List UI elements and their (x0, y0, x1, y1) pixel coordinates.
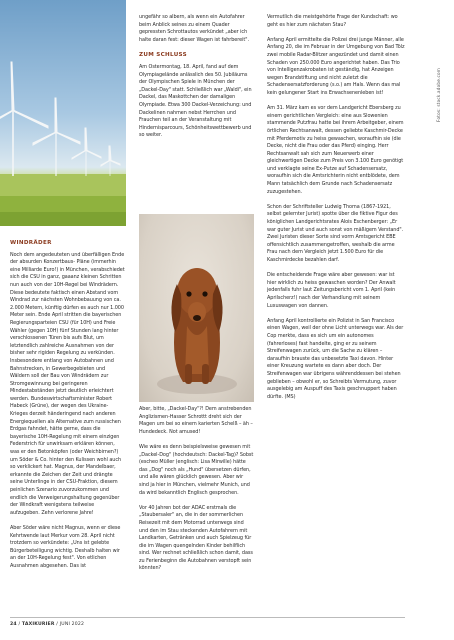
paragraph: Noch dem angedeuteten und überfälligen Ende der absurden Konzertbaus- Pläne (immerhin eine Milliarde Euro!) in München, verabschiedet sich die CSU in ganz, gaaanz kleinen Schritten nun auch von der 10H-Regel bei Windrädern. Diese bedeutete faktisch einen Abstand vom Windrad zur nächsten Wohnbebauung von ca. 2.000 Metern, künftig dürfen es auch nur 1.000 Meter sein. Ende April stritten die bayerischen Regierungsparteien CSU (für 10H) und Freie Wähler (gegen 10H) fünf Stunden lang hinter verschlossenen Türen bis aufs Blut, um letztendlich zahlreiche Ausnahmen von der bisher sehr rigiden Regelung zu verkünden. Insbesondere entlang von Autobahnen und Bahnstrecken, in Gewerbegebieten und Wäldern soll der Bau von Windrädern zur Stromgewinnung bei geringeren Mindestabständen jetzt deutlich erleichtert werden. Bundeswirtschaftsminister Robert Habeck (Grüne), der wegen des Ukraine-Krieges derzeit händeringend nach anderen Energiequellen als Alternative zum russischen Erdgas fahndet, hätte gerne, dass die bayerische 10H-Regelung mit einem einzigen Federstrich für unwirksam erklären können, was er den Betonköpfen (oder Weichbirnen?) um Söder & Co. hinter den Kulissen wohl auch so verklickert hat. Magnus, der Mandelbaer, erkannte die Zeichen der Zeit und drängte seine Unterlinge in der CSU-Fraktion, diesem peinlichen Szenario zuvorzukommen und endlich die Verweigerungshaltung gegenüber der Windkraft wenigstens teilweise aufzugeben. Zehn verlorene Jahre! (10, 251, 125, 516)
paragraph: Anfang April kontrollierte ein Polizist in San Francisco einen Wagen, weil der ohne Licht unterwegs war. Als der Cop merkte, dass es sich um ein autonomes (fahrerloses) fast handelte, ging er zu seinem Streifenwagen zurück, um die Sache zu klären – daraufhin brauste das unbesetzte Taxi davon. Hinter einer Kreuzung wartete es dann aber doch. Der Streifenwagen war übrigens währenddessen bei stehen geblieben – obwohl er, so Schreibts Vermutung, zuvor ausgelebig am Auspuff des Taxis geschnuppert haben dürfte. (MS) (267, 317, 404, 400)
photo-credit: Fotos: stock.adobe.com (436, 67, 441, 122)
paragraph: Vermutlich die meistgehörte Frage der Kundschaft: wo geht es hier zum nächsten Stau? (267, 14, 398, 28)
column-1 (10, 240, 125, 571)
paragraph: Am Ostermontag, 18. April, fand auf dem Olympiagelände anlässlich des 50. Jubiläums der Olympischen Spiele in München der „Dackel-Day" statt. Schließlich war „Waldi", ein Dackel, das Maskottchen der damaligen Olympiade. Etwa 300 Dackel-Verzeichung: und Dackelinen nahmen nebst Herrchen und Frauchen teil an der Veranstaltung mit Hindernisparcours, Schönheitswettbewerb und so weiter. (139, 63, 252, 139)
paragraph: Schon der Schriftsteller Ludwig Thoma (1867-1921, selbst gelernter Jurist) spotte über die fiktive Figur des königlichen Landgerichtsrates Alois Eschenberger: „Er war guter Jurist und auch sonst von mäßigem Verstand". Zwei Juristen dieser Sorte sind vorm Amtsgericht EBE offensichtlich zusammengetroffen, weshalb die arme Frau nach dem Vergleich jetzt 1.500 Euro für die Kaschmirdecke bezahlen darf. (267, 203, 404, 263)
paragraph: Vor 40 Jahren bot der ADAC erstmals die „Staubersaler" an, die in der sommerlichen Reisezeit mit dem Motorrad unterwegs sind und den im Stau steckenden Autofahrern mit Landkarten, Getränken und auch Spielzeug für die im Wagen quengelnden Kinder behilflich sind. Wer rechnet schließlich schon damit, dass zu Ferienbeginn die Autobahnen verstopft sein könnten? (139, 504, 253, 572)
section-heading-windraeder: WINDRÄDER (10, 240, 52, 246)
dachshund-illustration (139, 214, 254, 402)
issue-date: JUNI 2022 (59, 622, 85, 627)
paragraph: Aber, bitte, „Dackel-Day"?! Dem anstrebenden Anglizismen-Hasser Schrottt dreht sich der Magen um bei so einem karierten Schelß – äh – Hundedeck. Not amused! (139, 406, 253, 435)
paragraph: ungefähr so albern, als wenn ein Autofahrer beim Anblick seines zu einem Quader gepressten Schrottautos verkündet „aber ich halte daran fest: dieser Wagen ist fahrbereit". (139, 14, 249, 43)
column-3 (267, 14, 405, 401)
paragraph: Anfang April ermittelte die Polizei drei junge Männer, alle Anfang 20, die im Februar in der Umgebung von Bad Tölz zwei mobile Radar-Blitzer angezündet und damit einen Schaden von 250.000 Euro angerichtet haben. Das Trio von Intelligenzakrobaten ist geständig, hat Anzeigen wegen Brandstiftung und nicht zuletzt die Schadensersatzforderung (s.o.) am Hals. Wenn das mal kein gelungener Start ins Erwachsenenleben ist! (267, 36, 405, 96)
paragraph: Aber Söder wäre nicht Magnus, wenn er diese Kehrtwende laut Merkur vom 28. April nicht trotzdem so verkündete: „Uns ist gelebte Bürgerbeteiligung wichtig. Deshalb halten wir an der 10H-Regelung fest". Von etlichen Ausnahmen abgesehen. Das ist (10, 524, 121, 569)
paragraph: Wie wäre es denn beispielsweise gewesen mit „Dackel-Dog" (hochdeutsch: Dackel-Tag)? Sobst (escheo Müller (englisch: Lisa Mirwille) hätte das „Dog" noch als „Hund" übersetzen dürfen, und alle wären glücklich gewesen. Aber wir sind ja hier in München, vielmehr Munich, und da wird bekanntlich Englisch gesprochen. (139, 443, 254, 496)
column-2-top (139, 14, 254, 140)
windmills-photo (0, 0, 126, 226)
section-heading-zum-schluss: ZUM SCHLUSS (139, 52, 187, 59)
magazine-name: TAXIKURIER (21, 622, 55, 627)
wind-turbines-illustration (0, 0, 126, 226)
page-number: 24 (10, 622, 17, 627)
paragraph: Am 31. März kam es vor dem Landgericht Ebersberg zu einem gerichtlichen Vergleich: eine aus Slowenien stammende Putzfrau hatte bei ihrem Arbeitgeber, einem örtlichen Rechtsanwalt, dessen geliebte Kaschmir-Decke mit Pferdemotiv zu heiss gewaschen, woraufhin sie (die Decke, nicht die Frau oder das Pferd) einging. Herr Rechtsanwalt sah sich zum Neuerwerb einer gleichwertigen Decke zum Preis von 3.100 Euro genötigt und verklagte seine Ex-Putze auf Schadensersatz, woraufhin sich die Amtsrichterin nicht entblödete, dem Mann tatsächlich dem Grunde nach Schadensersatz zuzugestehen. (267, 105, 404, 195)
page-footer: 24 / TAXIKURIER / JUNI 2022 (10, 622, 85, 627)
footer-divider (10, 617, 405, 618)
paragraph: Die entscheidende Frage wäre aber gewesen: war ist hier wirklich zu heiss gewaschen worden? Der Anwalt jedenfalls fuhr laut Zeitungsbericht vom 1. April (kein Aprilscherz!) nach der Verhandlung mit seinem Luxuswagen von dannen. (267, 272, 396, 309)
column-2-bottom (139, 406, 254, 573)
dachshund-photo (139, 214, 254, 402)
